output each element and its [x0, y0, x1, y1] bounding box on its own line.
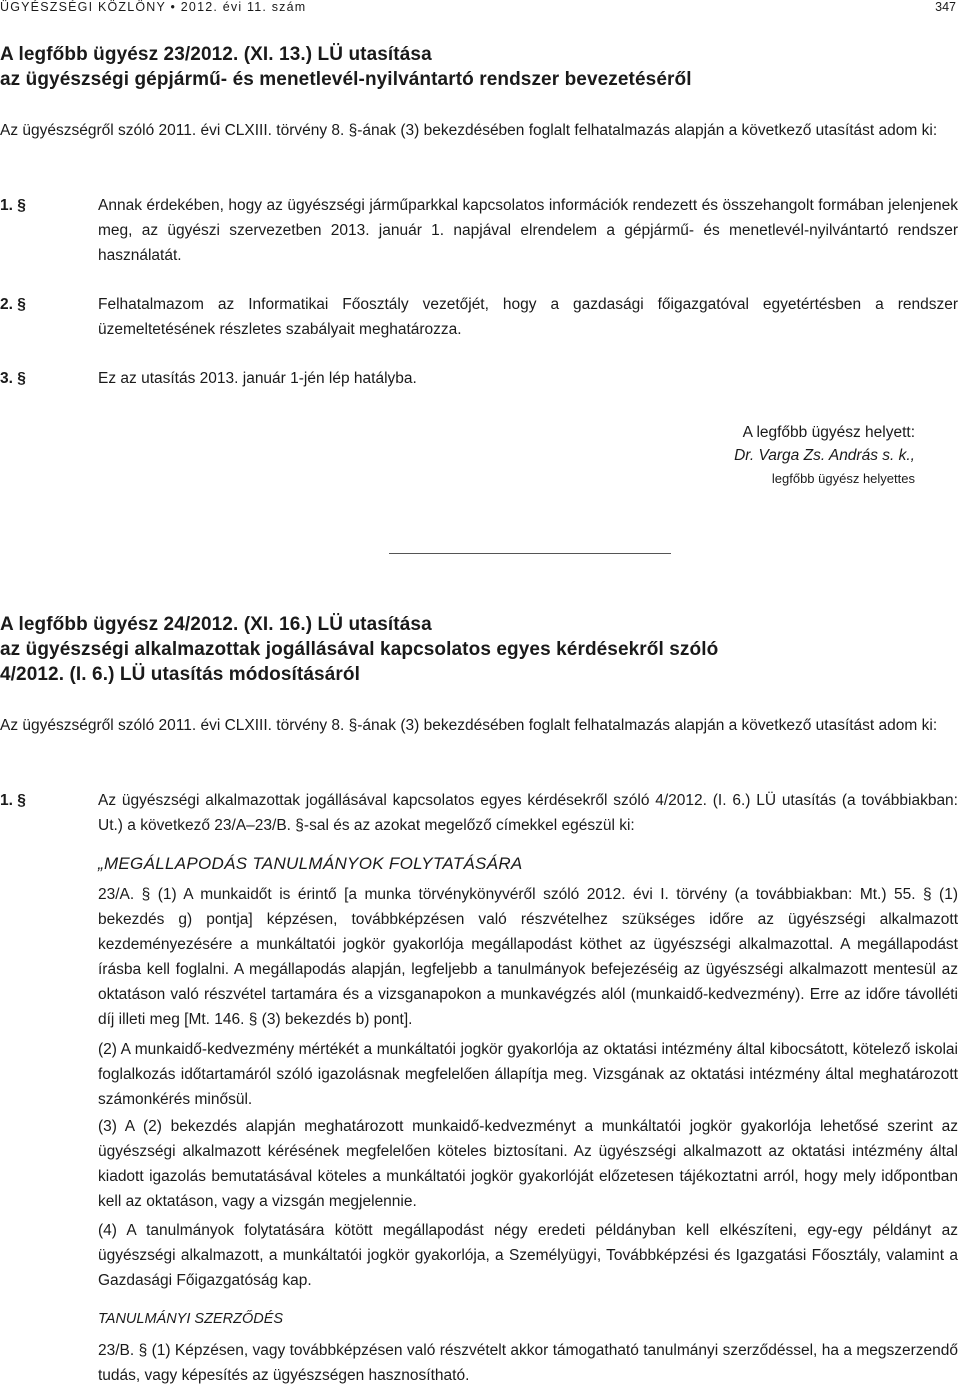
signature-name: Dr. Varga Zs. András s. k.,: [734, 447, 915, 464]
doc2-para-23a-1: 23/A. § (1) A munkaidőt is érintő [a munka törvénykönyvéről szóló 2012. évi I. törvény (a továbbiakban: Mt.) 55. § (1) bekezdés g) pontja] képzésen, továbbképzésen való részvételhez szükséges időre az ügyészségi alkalmazott kezdeményezésére a munkáltatói jogkör gyakorlója megállapodást köthet az ügyészségi alkalmazottal. A megállapodást írásba kell foglalni. A megállapodás alapján, legfeljebb a tanulmányok befejezéséig az ügyészségi alkalmazott mentesül az oktatáson való részvétel tartamára és a vizsganapokon a munkavégzés alól (munkaidő-kedvezmény). Erre az időre távolléti díj illeti meg [Mt. 146. § (3) bekezdés b) pont].: [98, 886, 958, 1028]
doc2-title-line1: A legfőbb ügyész 24/2012. (XI. 16.) LÜ utasítása: [0, 614, 432, 635]
doc2-para-23b-1: 23/B. § (1) Képzésen, vagy továbbképzésen való részvételt akkor támogatható tanulmányi szerződéssel, ha a megszerzendő tudás, vagy képesítés az ügyészségen hasznosítható.: [98, 1342, 958, 1384]
doc1-title-line1: A legfőbb ügyész 23/2012. (XI. 13.) LÜ utasítása: [0, 44, 432, 65]
doc2-preamble: Az ügyészségről szóló 2011. évi CLXIII. törvény 8. §-ának (3) bekezdésében foglalt felhatalmazás alapján a következő utasítást adom ki:: [0, 717, 938, 734]
signature-capacity: A legfőbb ügyész helyett:: [742, 424, 915, 441]
doc2-item1-number: 1. §: [0, 792, 26, 809]
doc1-item1-text: Annak érdekében, hogy az ügyészségi járműparkkal kapcsolatos információk rendezett és összehangolt formában jelenjenek meg, az ügyészi szervezetben 2013. január 1. napjával elrendelem a gépjármű- és menetlevél-nyilvántartó rendszer használatát.: [98, 197, 958, 264]
doc2-para-23a-4: (4) A tanulmányok folytatására kötött megállapodást négy eredeti példányban kell elkészíteni, egy-egy példányt az ügyészségi alkalmazott, a munkáltatói jogkör gyakorlója, a Személyügyi, Továbbképzési és Igazgatási Főosztály, valamint a Gazdasági Főigazgatóság kap.: [98, 1222, 958, 1289]
doc2-title-line2: az ügyészségi alkalmazottak jogállásával kapcsolatos egyes kérdésekről szóló: [0, 639, 719, 660]
doc1-title-line2: az ügyészségi gépjármű- és menetlevél-nyilvántartó rendszer bevezetéséről: [0, 69, 692, 90]
doc2-para-23a-2: (2) A munkaidő-kedvezmény mértékét a munkáltatói jogkör gyakorlója az oktatási intézmény által kibocsátott, kötelező iskolai foglalkozás időtartamáról szóló igazolásnak megfelelően állapítja meg. Vizsgának az oktatási intézmény által meghatározott számonkérés minősül.: [98, 1041, 958, 1108]
journal-title: ÜGYÉSZSÉGI KÖZLÖNY • 2012. évi 11. szám: [0, 0, 307, 14]
signature-role: legfőbb ügyész helyettes: [771, 471, 915, 486]
doc2-section-heading: „MEGÁLLAPODÁS TANULMÁNYOK FOLYTATÁSÁRA: [98, 854, 523, 873]
doc1-signature-block: [734, 421, 915, 490]
doc2-item1-text: Az ügyészségi alkalmazottak jogállásával kapcsolatos egyes kérdésekről szóló 4/2012. (I. 6.) LÜ utasítás (a továbbiakban: Ut.) a következő 23/A–23/B. §-sal és az azokat megelőző címekkel egészül ki:: [98, 792, 958, 834]
doc1-item2-text: Felhatalmazom az Informatikai Főosztály vezetőjét, hogy a gazdasági főigazgatóval egyetértésben a rendszer üzemeltetésének részletes szabályait meghatározza.: [98, 296, 958, 338]
doc2-subheading: TANULMÁNYI SZERZŐDÉS: [98, 1311, 284, 1327]
doc2-para-23a-3: (3) A (2) bekezdés alapján meghatározott munkaidő-kedvezményt a munkáltatói jogkör gyakorlója lehetősé szerint az ügyészségi alkalmazott kérésének megfelelően köteles biztosítani. Az ügyészségi alkalmazott az oktatási intézmény által kiadott igazolás bemutatásával köteles a munkáltatói jogkör gyakorlóját előzetesen tájékoztatni arról, hogy mely időpontban kell az oktatáson, vagy a vizsgán megjelennie.: [98, 1118, 958, 1210]
page-header: [0, 0, 960, 16]
doc2-title-line3: 4/2012. (I. 6.) LÜ utasítás módosításáról: [0, 664, 360, 685]
doc1-item3-text: Ez az utasítás 2013. január 1-jén lép hatályba.: [98, 370, 417, 387]
page-number: 347: [935, 0, 956, 14]
doc1-item3-number: 3. §: [0, 370, 26, 387]
doc1-preamble: Az ügyészségről szóló 2011. évi CLXIII. törvény 8. §-ának (3) bekezdésében foglalt felhatalmazás alapján a következő utasítást adom ki:: [0, 122, 938, 139]
doc1-item2-number: 2. §: [0, 296, 26, 313]
section-divider: [389, 553, 671, 554]
doc1-item1-number: 1. §: [0, 197, 26, 214]
